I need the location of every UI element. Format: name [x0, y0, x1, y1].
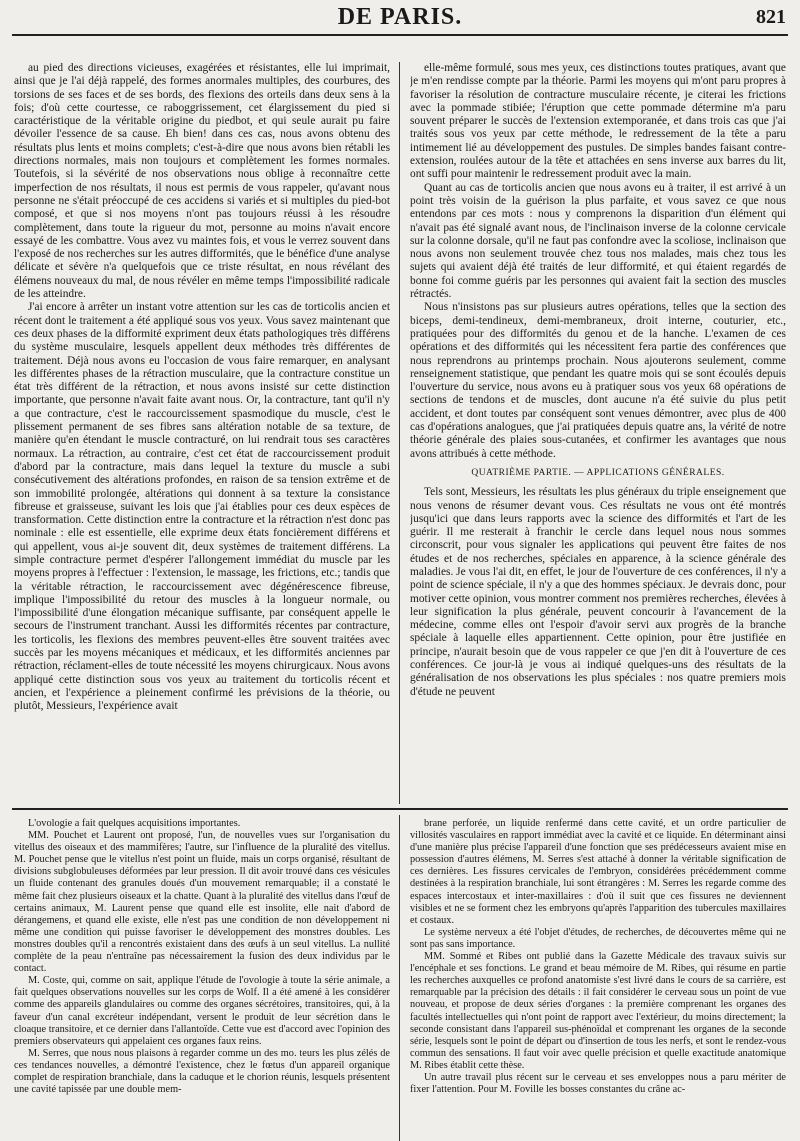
paragraph: Tels sont, Messieurs, les résultats les plus généraux du triple enseignement que nous venons de résumer devant vous. Ces résultats ne vous ont été montrés jusqu'ici que dans leurs rapports avec la science des difformités et l'art de les guérir. Il me resterait à franchir le cercle dans lequel nous nous sommes circonscrit, pour vous signaler les applications qui peuvent être faites de nos études et de nos recherches, spéciales en apparence, à la science générale des maladies. Je vous l'ai dit, en effet, le jour de l'ouverture de ces conférences, il n'y a point de science spéciale, il n'y a que des hommes spéciaux. Je devrais donc, pour motiver cette opinion, vous montrer comment nos premières recherches, élevées à leur signification la plus générale, peuvent concourir à l'avancement de la médecine, comme elles ont l'espoir d'avoir servi aux progrès de la branche spéciale à laquelle elles appartiennent. Cette opinion, pour être justifiée en principe, n'aurait besoin que de vous rappeler ce que j'en dit à l'ouverture de ces conférences. Ce jour-là je vous ai indiqué quelques-uns des résultats de la généralisation de nos observations les plus spéciales : nos quatre premiers mois d'étude ne peuvent: [410, 486, 786, 698]
upper-left-column: [14, 62, 390, 797]
paragraph: M. Serres, que nous nous plaisons à regarder comme un des mo. teurs les plus zélés de ces tendances nouvelles, a démontré l'existence, chez le fœtus d'un appareil organique complet de respiration branchiale, dans la caduque et le chorion réunis, lesquels présentent une cavité tapissée par une double mem-: [14, 1047, 390, 1096]
section-rule: [12, 808, 788, 810]
paragraph: Un autre travail plus récent sur le cerveau et ses enveloppes nous a paru mériter de fixer l'attention. Pour M. Foville les bosses constantes du crâne ac-: [410, 1071, 786, 1096]
page-number: 821: [756, 6, 786, 28]
column-divider: [399, 62, 400, 804]
paragraph: L'ovologie a fait quelques acquisitions importantes.: [28, 818, 241, 829]
page-title: DE PARIS.: [337, 4, 463, 30]
paragraph: MM. Pouchet et Laurent ont proposé, l'un, de nouvelles vues sur l'organisation du vitellus des oiseaux et des mammifères; l'autre, sur l'influence de la pluralité des vitellus. M. Pouchet pense que le vitellus n'est point un fluide, mais un corps organisé, résultant de divisions subglobuleuses déformées par leur pression. Il dit avoir trouvé dans ces vésicules un fluide contenant des granules doués d'un mouvement remarquable; il a constaté le même fait chez plusieurs oiseaux et la chatte. Quant à la pluralité des vitellus dans l'œuf de certains animaux, M. Laurent pense que quand elle est insolite, elle nait d'abord de dérangemens, et quand elle existe, elle n'est pas une condition de non développement ni même une condition qui puisse favoriser le développement des monstres doubles. Les monstres doubles qu'il a rencontrés existaient dans des œufs à un seul vitellus. La nullité complète de la peau n'entraîne pas nécessairement la fusion des deux individus par le contact.: [14, 830, 390, 975]
masthead: [0, 0, 800, 34]
paragraph: M. Coste, qui, comme on sait, applique l'étude de l'ovologie à toute la série animale, a fait quelques observations nouvelles sur les corps de Wolf. Il a été amené à les considérer comme des appareils glandulaires ou comme des organes sécrétoires, transitoires, qui, à la faveur d'un canal excréteur indépendant, versent le produit de leur sécrétion dans le cloaque transitoire, et ce dernier dans l'allantoïde. Cette vue est d'accord avec l'opinion des premiers observateurs qui appelaient ces organes faux reins.: [14, 975, 390, 1047]
upper-right-column: [410, 62, 786, 797]
paragraph: J'ai encore à arrêter un instant votre attention sur les cas de torticolis ancien et récent dont le traitement a été appliqué sous vos yeux. Vous savez maintenant que ces deux phases de la difformité expriment deux états pathologiques très différens du système musculaire, lesquels appellent deux méthodes très différentes de traitement. Déjà nous avons eu l'occasion de vous faire remarquer, en analysant les différentes phases de la rétraction musculaire, que la contracture constitue un état très différent de la rétraction, et nous avons insisté sur cette distinction importante, que personne n'avait faite avant nous. Or, la contracture, tant qu'il n'y a que contracture, c'est le raccourcissement spasmodique du muscle, c'est le plissement permanent de ses fibres sans altération notable de sa texture, de manière qu'en étendant le muscle contracturé, on lui rendrait tous ses caractères normaux. La rétraction, au contraire, c'est cet état de raccourcissement produit d'abord par la contracture, mais dans lequel la texture du muscle a subi consécutivement des altérations profondes, en raison de sa tension extrême et de son immobilité prolongée, altérations qui donnent à sa texture la consistance fibreuse et graisseuse, suivant les lois que j'ai établies pour ces deux espèces de transformation. Cette distinction entre la contracture et la rétraction n'est donc pas nominale : elle est essentielle, elle exprime deux états foncièrement différens et qui appellent, vous ai-je souvent dit, deux systèmes de traitement différens. La simple contracture permet d'espérer l'allongement immédiat du muscle par les moyens propres à l'effectuer : l'extension, le massage, les frictions, etc.; tandis que la véritable rétraction, le raccourcissement avec dégénérescence fibreuse, implique l'impossibilité du retour des muscles à la longueur normale, ou l'impossibilité d'une élongation mécanique suffisante, par conséquent appelle le secours de l'instrument tranchant. Aussi les difformités récentes par contracture, les torticolis, les flexions des membres peuvent-elles être souvent traitées avec succès par les moyens mécaniques et médicaux, et les difformités anciennes par rétraction, réclament-elles de toute nécessité les moyens chirurgicaux. Nous avons appliqué cette distinction sous vos yeux au traitement du torticolis récent et ancien, et l'expérience a pleinement confirmé les prévisions de la théorie, ou plutôt, Messieurs, l'expérience avait: [14, 301, 390, 713]
paragraph: MM. Sommé et Ribes ont publié dans la Gazette Médicale des travaux suivis sur l'encéphale et ses fonctions. Le grand et beau mémoire de M. Ribes, qui résume en partie les recherches auxquelles ce profond anatomiste s'est livré dans le cours de sa carrière, est remarquable par la précision des détails : il fait considérer le cerveau sous un point de vue nouveau, et propose de deux séries d'organes : la première comprenant les organes des facultés intellectuelles qui n'ont point de rapport avec l'extérieur, du moins directement; la seconde consistant dans l'appareil sus-phénoïdal et comprenant les organes de la seconde série, lesquels sont le point de départ ou d'insertion de tous les nerfs, et sont le rendez-vous commun des sensations. Il faut voir avec quelle précision et quelle exactitude anatomique M. Ribes établit cette thèse.: [410, 951, 786, 1071]
paragraph: elle-même formulé, sous mes yeux, ces distinctions toutes pratiques, avant que je m'en rendisse compte par la théorie. Parmi les moyens qui m'ont paru propres à favoriser la résolution de contracture musculaire récente, je citerai les frictions avec la pommade stibiée; l'éruption que cette pommade détermine m'a paru souvent préparer le succès de l'extension extemporanée, et dans trois cas que j'ai traités sous vos yeux par cette méthode, le redressement de la tête a paru intimement lié au développement des pustules. De simples bandes faisant contre-extension, roulées autour de la tête et attachées en sens inverse aux barres du lit, ont suffi pour maintenir le redressement produit avec la main.: [410, 62, 786, 181]
paragraph: Nous n'insistons pas sur plusieurs autres opérations, telles que la section des biceps, demi-tendineux, demi-membraneux, droit interne, couturier, etc., pratiquées pour des difformités du genou et de la hanche. L'examen de ces opérations et des difformités qui les nécessitent fera partie des conférences que nous reprendrons au printemps prochain. Nous ajouterons seulement, comme renseignement statistique, que pendant les quatre mois qui se sont écoulés depuis l'ouverture du service, nous avons eu à pratiquer sous vos yeux 68 opérations de sections de tendons et de muscles, dont aucune n'a été suivie du plus petit accident, et dont toutes par conséquent sont venues démontrer, avec plus de 400 cas d'opérations analogues, que j'ai pratiquées depuis quatre ans, la vérité de notre théorie générale des plaies sous-cutanées, et confirmer les avantages que nous avons attribués à cette méthode.: [410, 301, 786, 460]
paragraph: au pied des directions vicieuses, exagérées et résistantes, elle lui imprimait, ainsi que je l'ai déjà rappelé, des formes anormales multiples, des courbures, des torsions de ses faces et de ses bords, des flexions des orteils dans deux sens à la fois; d'où cette courtesse, ce raboggrissement, cet élargissement du pied si caractéristique de la véritable origine du piedbot, et qui seule aurait pu faire dévoiler l'essence de sa cause. Eh bien! dans ces cas, nous avons obtenu des résultats plus lents et moins complets; c'est-à-dire que nous avons bien rétabli les directions normales, mais non toujours et complètement les formes normales. Toutefois, si la sévérité de nos observations nous oblige à reconnaître cette imperfection de nos résultats, il nous est permis de vous rappeler, qu'avant nous personne ne s'était préoccupé de ces accidens si variés et si multiples du pied-bot composé, et que si nos moyens n'ont pas toujours réussi à les résoudre complètement, dans toute la rigueur du mot, personne au moins n'avait encore essayé de les combattre. Vous avez vu maintes fois, et vous le verrez souvent dans l'exposé de nos recherches sur les autres difformités, que le bénéfice d'une analyse délicate et sévère n'a quelquefois que ce triste résultat, en nous révélant des élémens nouveaux du mal, de nous révéler en même temps l'impossibilité radicale de les atteindre.: [14, 62, 390, 301]
section-heading: QUATRIÈME PARTIE. — APPLICATIONS GÉNÉRALES.: [471, 467, 725, 478]
top-rule: [12, 34, 788, 36]
paragraph: Quant au cas de torticolis ancien que nous avons eu à traiter, il est arrivé à un point très voisin de la guérison la plus parfaite, et vous savez ce que nous entendons par ces mots : nous y comprenons la disparition d'un élément qui n'avait pas été signalé avant nous, de l'inclinaison inverse de la colonne cervicale sur la colonne dorsale, qu'il ne faut pas confondre avec la scoliose, inclinaison que nous avons non seulement trouvée chez tous nos malades, mais chez tous les sujets qui avaient déjà été traités de leur difformité, et qui étaient regardés de bonne foi comme guéris par les personnes qui avaient fait la section des muscles rétractés.: [410, 181, 786, 301]
lower-right-column: [410, 818, 786, 1138]
paragraph: Le système nerveux a été l'objet d'études, de recherches, de découvertes même qui ne sont pas sans importance.: [410, 926, 786, 950]
lower-left-column: [14, 818, 390, 1138]
paragraph: brane perforée, un liquide renfermé dans cette cavité, et un ordre particulier de villosités vasculaires en rapport immédiat avec la cavité et ce liquide. En déterminant ainsi d'une manière plus précise l'appareil d'une fonction que ses prédécesseurs avaient mise en possession d'autres élémens, M. Serres s'est attaché à donner la véritable signification de ces dernières. Les fissures cervicales de l'embryon, considérées précédemment comme destinées à la respiration branchiale, lui sont étrangères : M. Serres les regarde comme des espaces intercostaux et inter-maxillaires : d'où il suit que ces fissures ne deviennent visibles et ne se forment chez les embryons qu'après l'apparition des tubercules maxillaires et costaux.: [410, 818, 786, 926]
column-divider: [399, 815, 400, 1141]
